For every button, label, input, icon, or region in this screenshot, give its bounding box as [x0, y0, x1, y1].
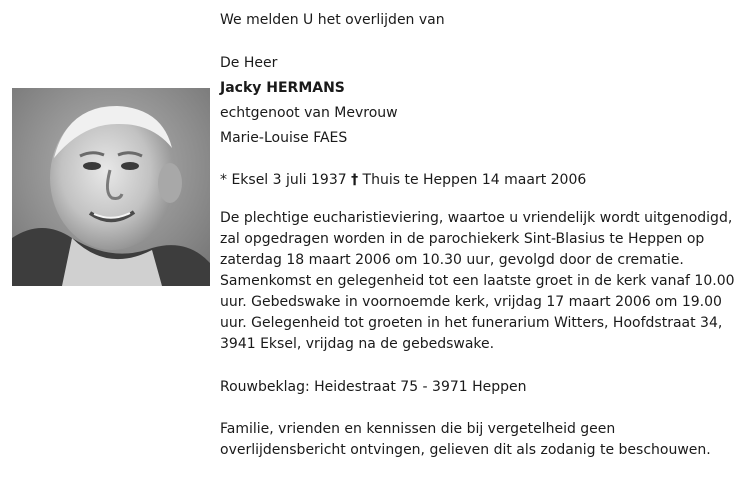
deceased-name: Jacky HERMANS: [220, 80, 345, 96]
portrait-illustration: [12, 88, 210, 286]
intro-line: We melden U het overlijden van: [220, 12, 445, 28]
ceremony-line: uur. Gebedswake in voornoemde kerk, vrijdag 17 maart 2006 om 19.00: [220, 294, 722, 310]
ceremony-paragraph: [220, 208, 740, 355]
ceremony-line: zaterdag 18 maart 2006 om 10.30 uur, gevolgd door de crematie.: [220, 252, 684, 268]
title-line: De Heer: [220, 55, 278, 71]
spouse-line-1: echtgenoot van Mevrouw: [220, 105, 398, 121]
condolence-address: Rouwbeklag: Heidestraat 75 - 3971 Heppen: [220, 379, 527, 395]
portrait-photo: [12, 88, 210, 286]
closing-paragraph: [220, 419, 740, 461]
closing-line: overlijdensbericht ontvingen, gelieven dit als zodanig te beschouwen.: [220, 442, 711, 458]
cross-icon: †: [351, 172, 359, 188]
ceremony-line: uur. Gelegenheid tot groeten in het funerarium Witters, Hoofdstraat 34,: [220, 315, 723, 331]
ceremony-line: zal opgedragen worden in de parochiekerk Sint-Blasius te Heppen op: [220, 231, 705, 247]
death-info: Thuis te Heppen 14 maart 2006: [362, 172, 587, 188]
ceremony-line: 3941 Eksel, vrijdag na de gebedswake.: [220, 336, 495, 352]
closing-line: Familie, vrienden en kennissen die bij vergetelheid geen: [220, 421, 616, 437]
dates-line: [220, 170, 586, 191]
birth-info: * Eksel 3 juli 1937: [220, 172, 347, 188]
ceremony-line: De plechtige eucharistieviering, waartoe u vriendelijk wordt uitgenodigd,: [220, 210, 733, 226]
spouse-line-2: Marie-Louise FAES: [220, 130, 348, 146]
ceremony-line: Samenkomst en gelegenheid tot een laatste groet in de kerk vanaf 10.00: [220, 273, 735, 289]
